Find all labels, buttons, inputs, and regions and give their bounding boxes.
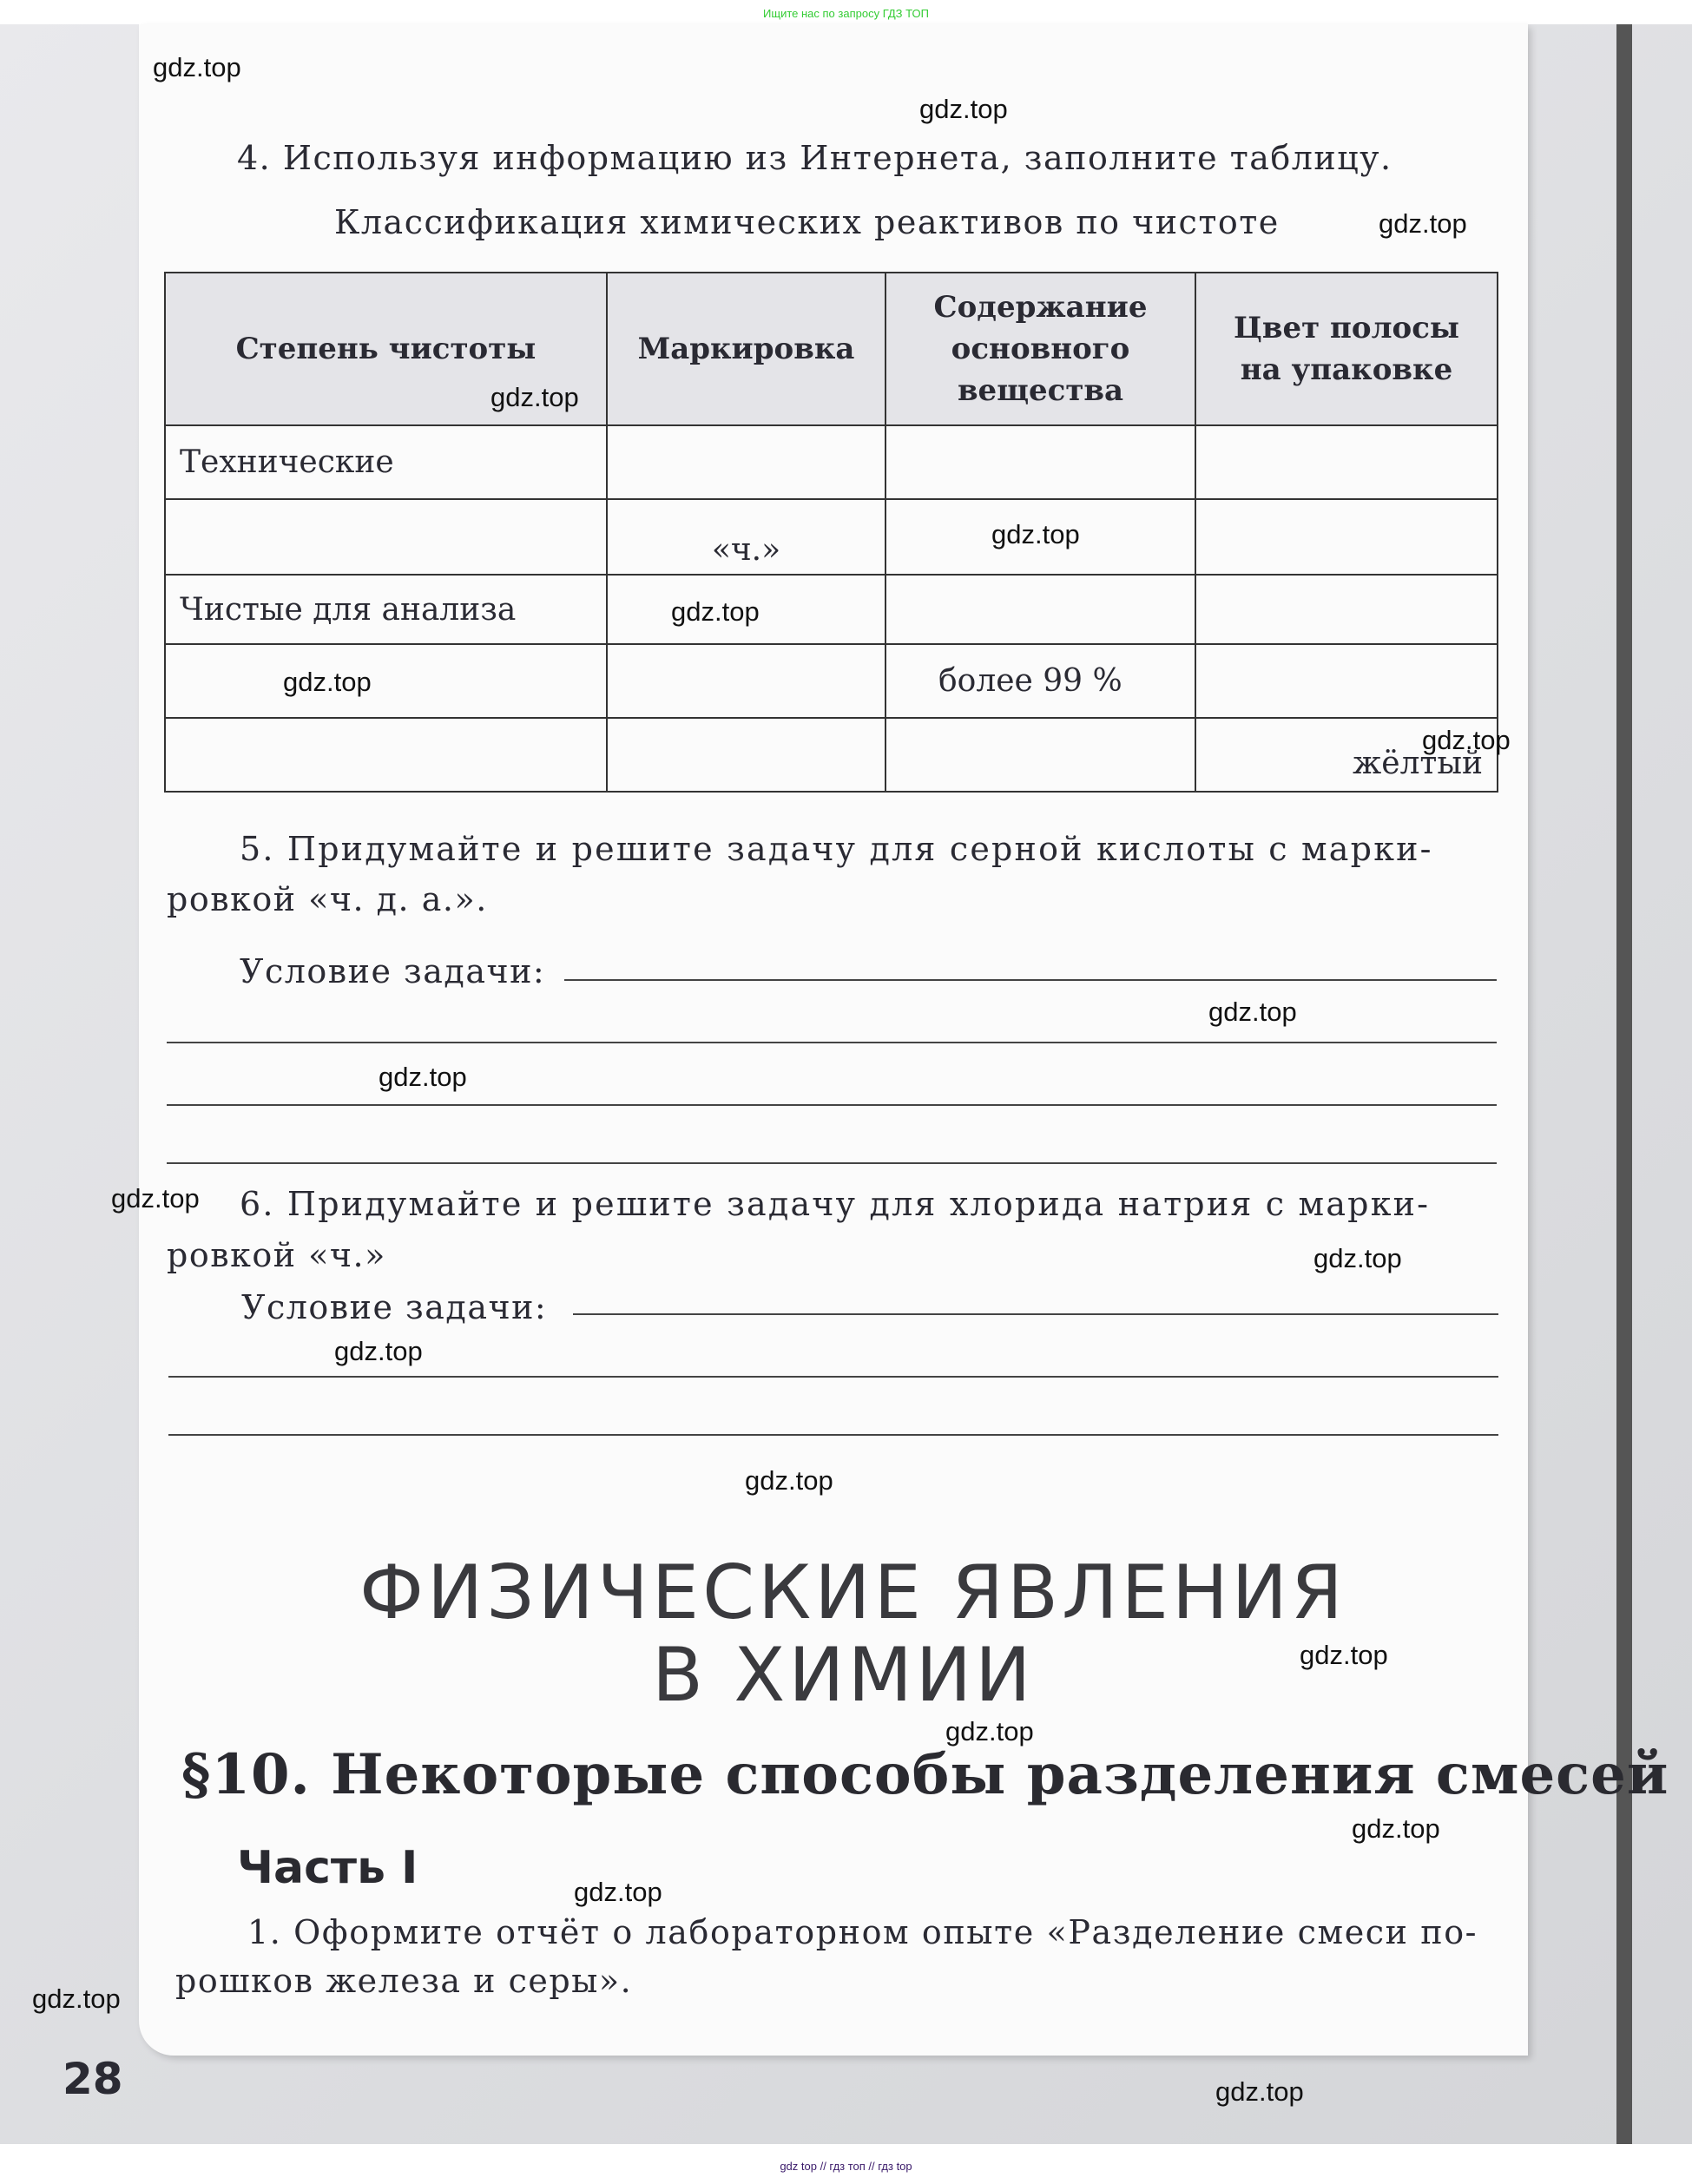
watermark: gdz.top xyxy=(945,1716,1034,1747)
answer-line[interactable] xyxy=(167,1104,1497,1106)
header-marking: Маркировка xyxy=(607,273,886,425)
cell xyxy=(1195,499,1498,575)
answer-line[interactable] xyxy=(168,1434,1498,1436)
cell xyxy=(886,575,1195,644)
table-row xyxy=(165,718,1498,792)
chapter-title-line2: В ХИМИИ xyxy=(652,1632,1035,1719)
cell: жёлтый xyxy=(1195,718,1498,792)
watermark: gdz.top xyxy=(671,596,760,627)
answer-line[interactable] xyxy=(168,1376,1498,1378)
task4-text: 4. Используя информацию из Интернета, заполните таблицу. xyxy=(237,139,1392,177)
watermark: gdz.top xyxy=(574,1877,662,1907)
task5-line2: ровкой «ч. д. а.». xyxy=(167,880,488,918)
answer-line[interactable] xyxy=(564,979,1497,981)
watermark: gdz.top xyxy=(1313,1243,1402,1273)
watermark: gdz.top xyxy=(379,1062,467,1092)
chapter-title-line1: ФИЗИЧЕСКИЕ ЯВЛЕНИЯ xyxy=(359,1549,1346,1636)
watermark: gdz.top xyxy=(745,1465,833,1496)
cell xyxy=(607,718,886,792)
part-title: Часть I xyxy=(237,1842,418,1894)
watermark: gdz.top xyxy=(1379,208,1467,239)
task6-line2: ровкой «ч.» xyxy=(167,1236,386,1274)
watermark: gdz.top xyxy=(153,52,241,82)
footer-links[interactable]: gdz top // гдз топ // гдз top xyxy=(780,2160,912,2173)
header-color: Цвет полосы на упаковке xyxy=(1195,273,1498,425)
watermark: gdz.top xyxy=(111,1183,200,1214)
cell: Чистые для анализа xyxy=(165,575,607,644)
purity-table xyxy=(164,272,1498,793)
task5-line1: 5. Придумайте и решите задачу для серной кислоты с марки- xyxy=(240,830,1433,868)
watermark: gdz.top xyxy=(1208,997,1297,1027)
task1-line1: 1. Оформите отчёт о лабораторном опыте «Разделение смеси по- xyxy=(247,1913,1478,1951)
watermark: gdz.top xyxy=(1422,725,1511,755)
cell xyxy=(165,499,607,575)
page-edge xyxy=(1616,24,1632,2144)
cell xyxy=(886,718,1195,792)
cell xyxy=(165,718,607,792)
watermark: gdz.top xyxy=(991,519,1080,549)
table-row xyxy=(165,425,1498,499)
task1-line2: рошков железа и серы». xyxy=(175,1962,633,2000)
cell: более 99 % xyxy=(886,644,1195,718)
answer-line[interactable] xyxy=(167,1042,1497,1043)
header-content: Содержание основного вещества xyxy=(886,273,1195,425)
watermark: gdz.top xyxy=(283,667,372,697)
cell xyxy=(1195,575,1498,644)
cell xyxy=(1195,644,1498,718)
cell xyxy=(1195,425,1498,499)
watermark: gdz.top xyxy=(1215,2076,1304,2107)
table-caption: Классификация химических реактивов по чистоте xyxy=(334,203,1280,241)
task5-condition-label: Условие задачи: xyxy=(240,952,546,990)
page-number: 28 xyxy=(63,2054,123,2104)
watermark: gdz.top xyxy=(1300,1640,1388,1670)
cell xyxy=(886,425,1195,499)
section-title: §10. Некоторые способы разделения смесей xyxy=(181,1742,1669,1807)
cell xyxy=(607,644,886,718)
watermark: gdz.top xyxy=(919,94,1008,124)
watermark: gdz.top xyxy=(1352,1813,1440,1844)
table-row xyxy=(165,499,1498,575)
answer-line[interactable] xyxy=(573,1313,1498,1315)
header-purity: Степень чистоты xyxy=(165,273,607,425)
answer-line[interactable] xyxy=(167,1162,1497,1164)
cell: Технические xyxy=(165,425,607,499)
task6-line1: 6. Придумайте и решите задачу для хлорида натрия с марки- xyxy=(240,1185,1431,1223)
cell xyxy=(165,644,607,718)
cell: «ч.» xyxy=(607,499,886,575)
watermark: gdz.top xyxy=(32,1983,121,2014)
watermark: gdz.top xyxy=(490,382,579,412)
watermark: gdz.top xyxy=(334,1336,423,1366)
task6-condition-label: Условие задачи: xyxy=(241,1288,548,1326)
table-row xyxy=(165,575,1498,644)
top-banner[interactable]: Ищите нас по запросу ГДЗ ТОП xyxy=(763,7,929,20)
cell xyxy=(607,425,886,499)
